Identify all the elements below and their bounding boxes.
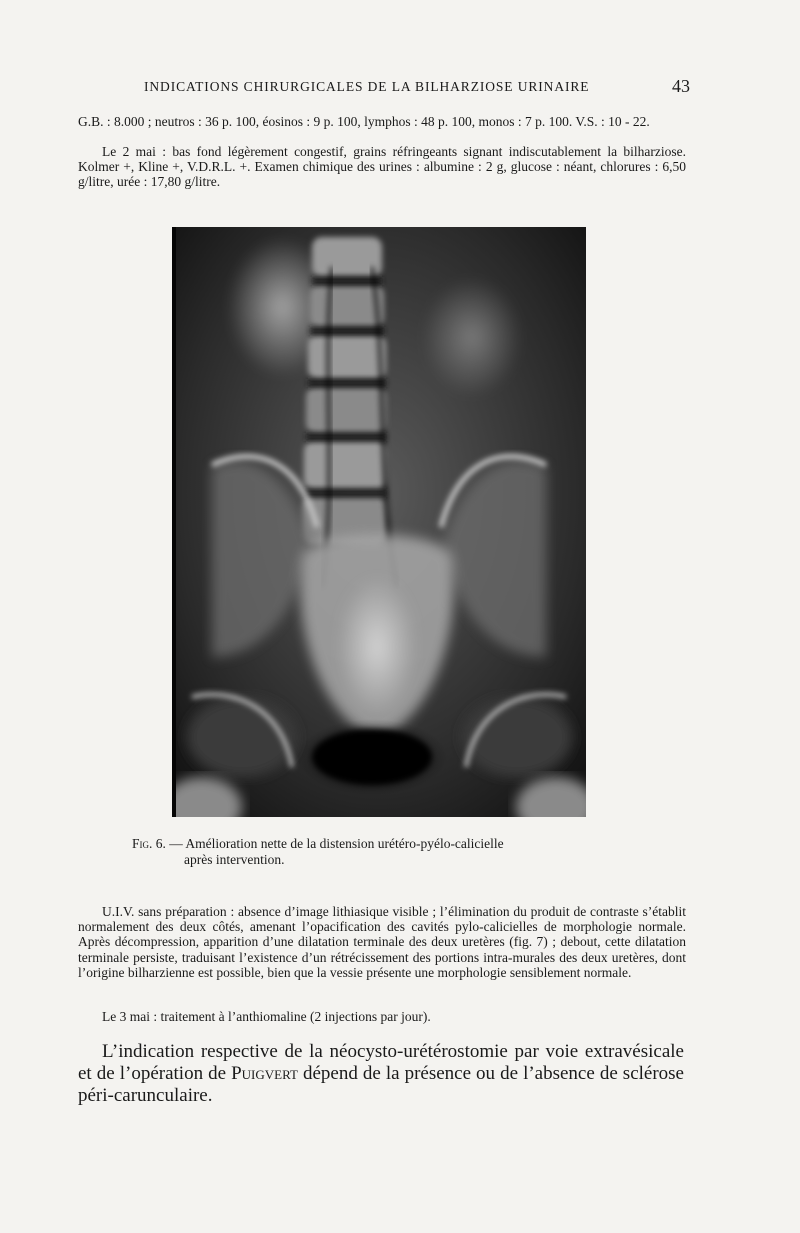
page-header bbox=[78, 76, 690, 100]
indication-paragraph bbox=[78, 1041, 684, 1107]
page-number: 43 bbox=[672, 76, 690, 96]
figure-caption-continued: après intervention. bbox=[184, 852, 285, 867]
figure-caption bbox=[132, 836, 632, 852]
indication-text-after: dépend de la présence ou de l’absence de sclérose péri-carunculaire. bbox=[78, 1063, 684, 1106]
exam-paragraph: Le 2 mai : bas fond légèrement congestif, grains réfringeants signant indiscutablement la bilharziose. Kolmer +, Kline +, V.D.R.L. +. Examen chimique des urines : albumine : 2 g, glucose : néant, chlorures : 6,50 g/litre, urée : 17,80 g/litre. bbox=[78, 144, 686, 190]
figure-label: Fig. 6. bbox=[132, 836, 166, 851]
treatment-paragraph: Le 3 mai : traitement à l’anthiomaline (2 injections par jour). bbox=[102, 1009, 431, 1024]
indication-text-before: L’indication respective de la néocysto-urétérostomie par voie extravésicale et de l’opération de bbox=[78, 1041, 684, 1084]
xray-figure bbox=[172, 227, 586, 817]
uiv-paragraph: U.I.V. sans préparation : absence d’image lithiasique visible ; l’élimination du produit de contraste s’établit normalement des deux côtés, amenant l’opacification des cavités pylo-calicielles de morphologie normale. Après décompression, apparition d’une dilatation terminale des deux uretères (fig. 7) ; debout, cette dilatation terminale persiste, traduisant l’existence d’un rétrécissement des portions intra-murales des deux uretères, dont l’origine bilharzienne est possible, bien que la vessie présente une morphologie sensiblement normale. bbox=[78, 904, 686, 980]
lab-results-paragraph: G.B. : 8.000 ; neutros : 36 p. 100, éosinos : 9 p. 100, lymphos : 48 p. 100, monos : 7 p. 100. V.S. : 10 - 22. bbox=[78, 114, 650, 129]
surgeon-name: Puigvert bbox=[231, 1063, 298, 1084]
figure-caption-text: — Amélioration nette de la distension urétéro-pyélo-calicielle bbox=[165, 836, 504, 851]
running-title: INDICATIONS CHIRURGICALES DE LA BILHARZIOSE URINAIRE bbox=[144, 79, 590, 94]
xray-image bbox=[172, 227, 586, 817]
